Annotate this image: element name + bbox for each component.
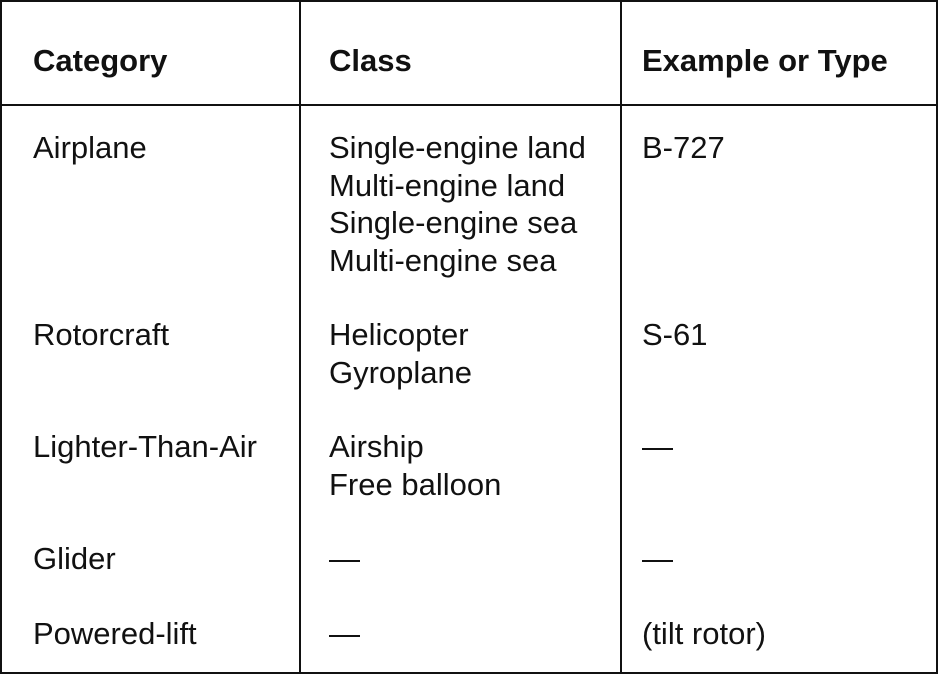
row-glider-example: — bbox=[642, 541, 673, 576]
row-rotorcraft-example: S-61 bbox=[642, 317, 708, 352]
row-airplane-example: B-727 bbox=[642, 130, 725, 165]
row-lighter-than-air-example: — bbox=[642, 429, 673, 464]
class-item: Single-engine land bbox=[329, 130, 586, 165]
row-powered-lift-example: (tilt rotor) bbox=[642, 616, 766, 651]
row-powered-lift-classes bbox=[329, 615, 360, 653]
class-item: Multi-engine sea bbox=[329, 242, 557, 278]
row-glider-classes bbox=[329, 540, 360, 578]
class-item: Multi-engine land bbox=[329, 167, 566, 203]
row-airplane-category: Airplane bbox=[33, 130, 147, 165]
class-item: Helicopter bbox=[329, 317, 469, 352]
row-powered-lift-category: Powered-lift bbox=[33, 616, 197, 651]
row-lighter-than-air-classes bbox=[329, 428, 501, 503]
class-item: — bbox=[329, 616, 360, 651]
row-rotorcraft-category: Rotorcraft bbox=[33, 317, 170, 352]
header-example-or-type: Example or Type bbox=[642, 43, 888, 78]
header-divider bbox=[2, 104, 936, 106]
class-item: — bbox=[329, 541, 360, 576]
row-glider-category: Glider bbox=[33, 541, 116, 576]
column-divider-1 bbox=[299, 2, 301, 672]
class-item: Airship bbox=[329, 429, 424, 464]
class-item: Free balloon bbox=[329, 466, 502, 502]
class-item: Gyroplane bbox=[329, 354, 473, 390]
header-class: Class bbox=[329, 43, 412, 78]
row-rotorcraft-classes bbox=[329, 316, 472, 391]
row-airplane-classes bbox=[329, 129, 586, 279]
column-divider-2 bbox=[620, 2, 622, 672]
row-lighter-than-air-category: Lighter-Than-Air bbox=[33, 429, 257, 464]
class-item: Single-engine sea bbox=[329, 205, 578, 240]
header-category: Category bbox=[33, 43, 168, 78]
